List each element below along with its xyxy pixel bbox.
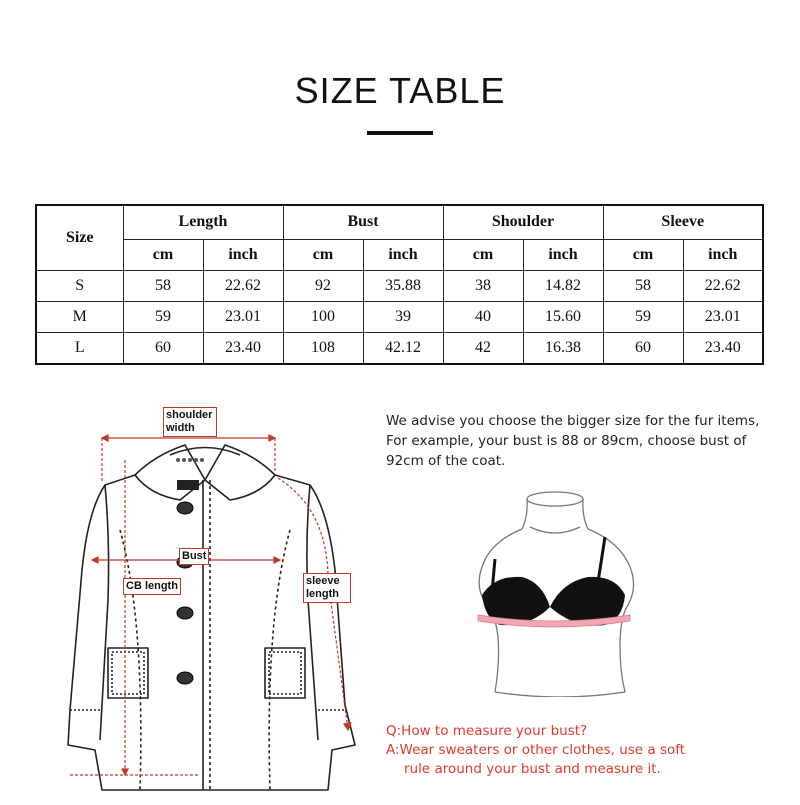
coat-diagram [60,400,370,800]
bust-mannequin-image [470,487,650,697]
value-cell: 14.82 [523,270,603,301]
size-cell: S [36,270,123,301]
value-cell: 23.01 [203,301,283,332]
cb-length-label: CB length [123,578,181,595]
value-cell: 22.62 [683,270,763,301]
unit-cell: inch [363,239,443,270]
value-cell: 42.12 [363,332,443,364]
value-cell: 58 [123,270,203,301]
value-cell: 40 [443,301,523,332]
length-header: Length [123,205,283,239]
unit-cell: inch [203,239,283,270]
bust-measure-qa [386,722,786,779]
size-table [35,204,764,365]
unit-row [36,239,763,270]
value-cell: 60 [603,332,683,364]
size-cell: L [36,332,123,364]
page-title: SIZE TABLE [294,70,506,111]
sleeve-header: Sleeve [603,205,763,239]
value-cell: 23.01 [683,301,763,332]
shoulder-header: Shoulder [443,205,603,239]
value-cell: 92 [283,270,363,301]
table-row [36,301,763,332]
unit-cell: cm [283,239,363,270]
value-cell: 39 [363,301,443,332]
value-cell: 23.40 [203,332,283,364]
bust-label: Bust [179,548,209,565]
size-cell: M [36,301,123,332]
sleeve-length-label: sleeve length [303,573,351,603]
value-cell: 108 [283,332,363,364]
sizing-advice: We advise you choose the bigger size for the fur items, For example, your bust is 88 or 89cm, choose bust of 92cm of the coat. [386,413,760,469]
qa-answer-continued: rule around your bust and measure it. [404,761,661,777]
unit-cell: inch [523,239,603,270]
unit-cell: cm [603,239,683,270]
unit-cell: cm [443,239,523,270]
table-row [36,332,763,364]
shoulder-width-label: shoulder width [163,407,217,437]
unit-cell: cm [123,239,203,270]
value-cell: 59 [603,301,683,332]
value-cell: 58 [603,270,683,301]
size-header: Size [36,205,123,270]
value-cell: 38 [443,270,523,301]
qa-answer: A:Wear sweaters or other clothes, use a soft [386,742,686,758]
value-cell: 59 [123,301,203,332]
qa-question: Q:How to measure your bust? [386,723,588,739]
title-underline [367,131,433,135]
table-row [36,270,763,301]
value-cell: 16.38 [523,332,603,364]
value-cell: 42 [443,332,523,364]
bust-header: Bust [283,205,443,239]
unit-cell: inch [683,239,763,270]
value-cell: 100 [283,301,363,332]
value-cell: 22.62 [203,270,283,301]
value-cell: 23.40 [683,332,763,364]
value-cell: 60 [123,332,203,364]
value-cell: 15.60 [523,301,603,332]
value-cell: 35.88 [363,270,443,301]
